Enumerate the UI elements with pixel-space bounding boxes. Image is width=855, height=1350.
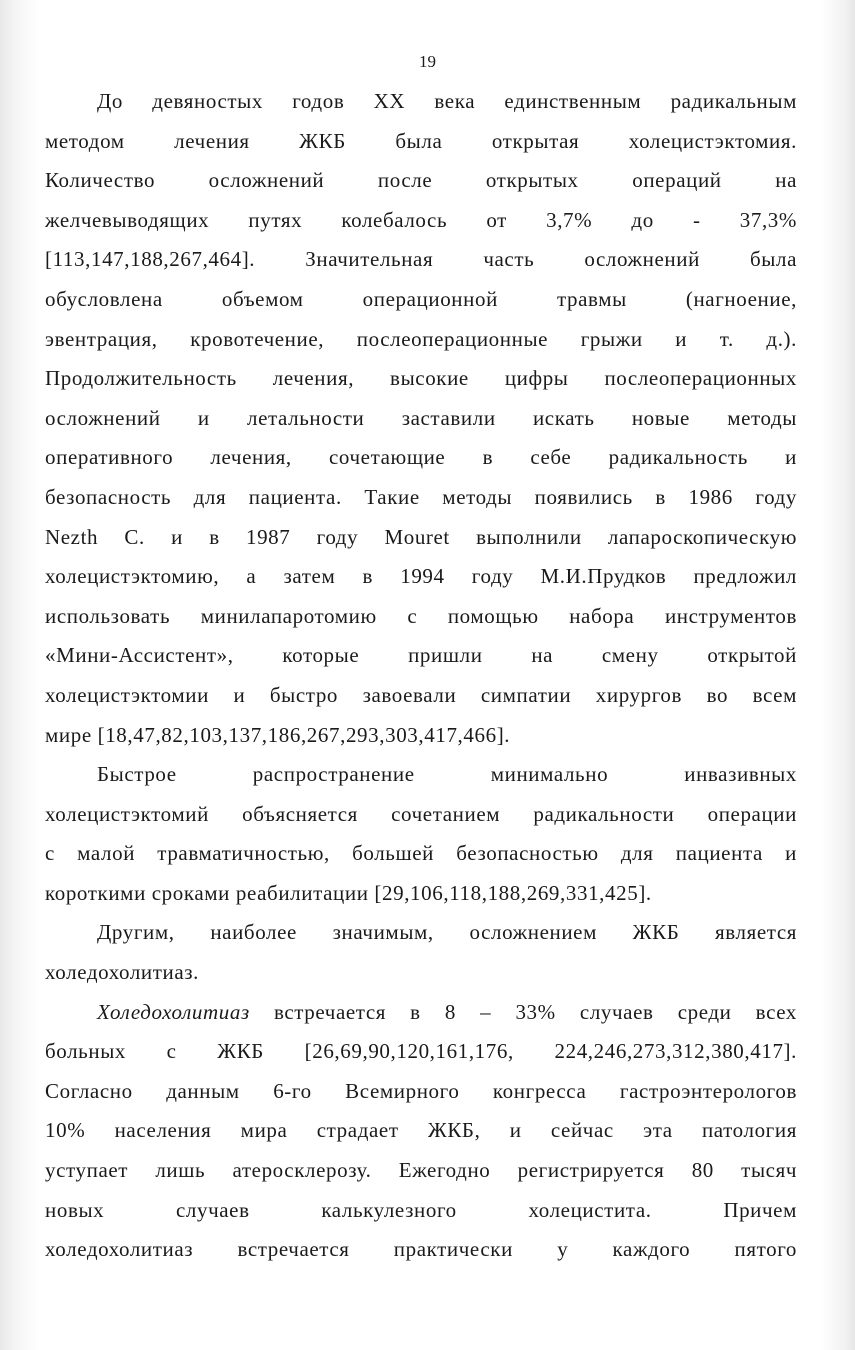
text-line: методом лечения ЖКБ была открытая холецистэктомия. <box>45 128 797 153</box>
italic-term: Холедохолитиаз <box>97 999 250 1024</box>
text-line-rest: встречается в 8 – 33% случаев среди всех <box>249 999 797 1024</box>
text-line: Согласно данным 6-го Всемирного конгресса гастроэнтерологов <box>45 1078 797 1103</box>
text-line: [113,147,188,267,464]. Значительная часть осложнений была <box>45 247 797 272</box>
page-number: 19 <box>419 52 436 71</box>
text-line: эвентрация, кровотечение, послеоперационные грыжи и т. д.). <box>45 326 797 351</box>
text-line: с малой травматичностью, большей безопасностью для пациента и <box>45 841 797 866</box>
text-line: использовать минилапаротомию с помощью набора инструментов <box>45 603 797 628</box>
text-line <box>45 993 797 1033</box>
text-line: короткими сроками реабилитации [29,106,118,188,269,331,425]. <box>45 880 652 905</box>
text-line: Другим, наиболее значимым, осложнением ЖКБ является <box>97 920 797 945</box>
text-line: холедохолитиаз. <box>45 960 200 985</box>
text-line: Быстрое распространение минимально инвазивных <box>97 762 797 787</box>
text-line: новых случаев калькулезного холецистита. Причем <box>45 1197 797 1222</box>
text-line: обусловлена объемом операционной травмы (нагноение, <box>45 286 797 311</box>
document-body <box>45 82 797 1270</box>
text-line: Nezth C. и в 1987 году Mouret выполнили лапароскопическую <box>45 524 797 549</box>
text-line: Продолжительность лечения, высокие цифры послеоперационных <box>45 366 797 391</box>
text-line: оперативного лечения, сочетающие в себе радикальность и <box>45 445 797 470</box>
text-line: холецистэктомий объясняется сочетанием радикальности операции <box>45 801 797 826</box>
text-line: холедохолитиаз встречается практически у каждого пятого <box>45 1237 797 1262</box>
text-line: Количество осложнений после открытых операций на <box>45 168 797 193</box>
text-line: До девяностых годов XX века единственным радикальным <box>97 89 797 113</box>
text-line: «Мини-Ассистент», которые пришли на смену открытой <box>45 643 797 668</box>
text-line: холецистэктомию, а затем в 1994 году М.И.Прудков предложил <box>45 564 797 589</box>
text-line: безопасность для пациента. Такие методы появились в 1986 году <box>45 484 797 509</box>
text-line: мире [18,47,82,103,137,186,267,293,303,417,466]. <box>45 722 511 747</box>
text-line: желчевыводящих путях колебалось от 3,7% до - 37,3% <box>45 207 797 232</box>
text-line: 10% населения мира страдает ЖКБ, и сейчас эта патология <box>45 1118 797 1143</box>
text-line: уступает лишь атеросклерозу. Ежегодно регистрируется 80 тысяч <box>45 1158 797 1183</box>
text-line: холецистэктомии и быстро завоевали симпатии хирургов во всем <box>45 682 797 707</box>
text-line: больных с ЖКБ [26,69,90,120,161,176, 224,246,273,312,380,417]. <box>45 1039 797 1064</box>
text-line: осложнений и летальности заставили искать новые методы <box>45 405 797 430</box>
